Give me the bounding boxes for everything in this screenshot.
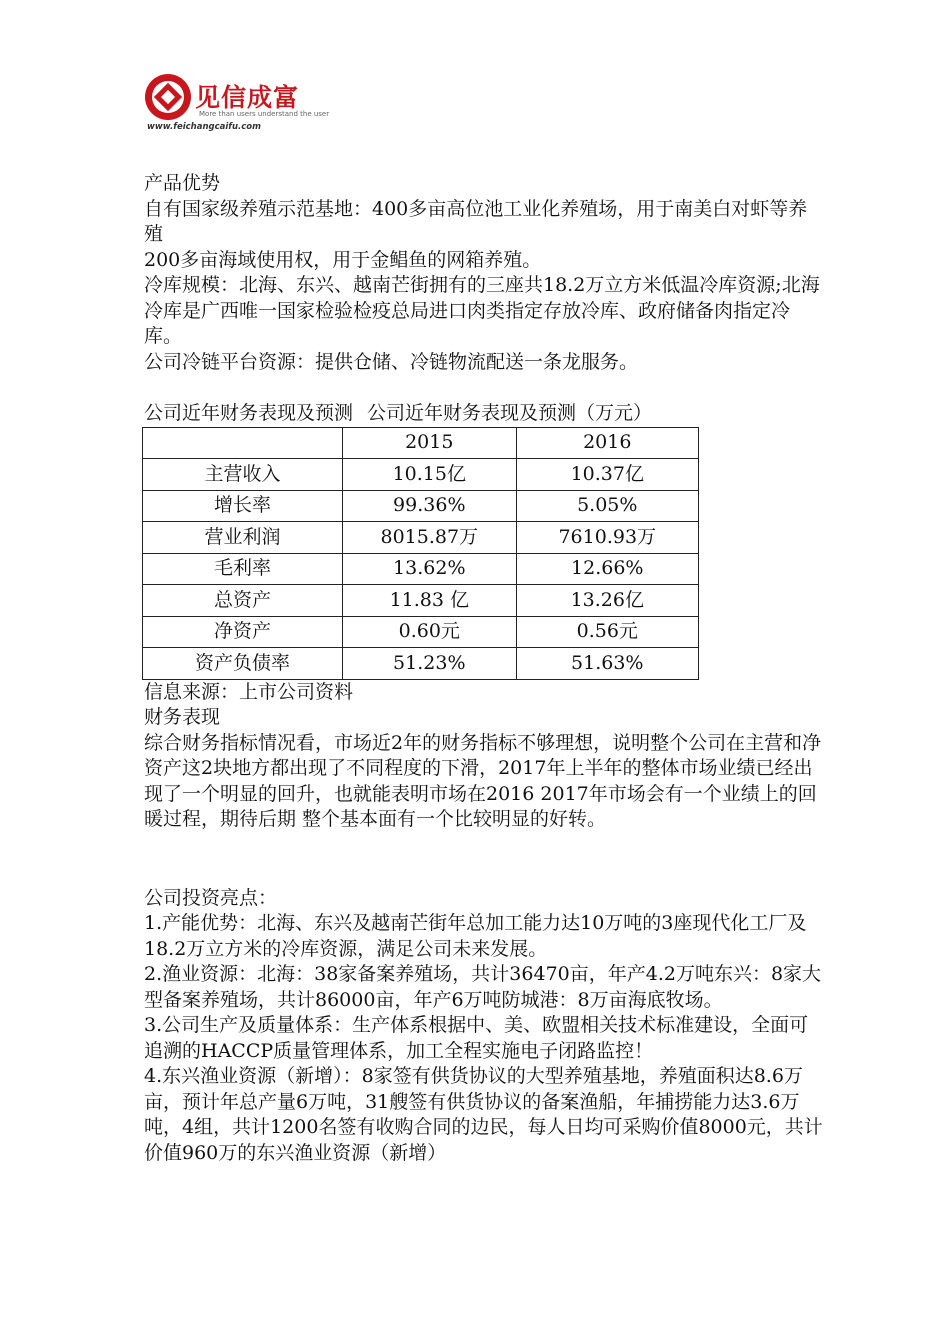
table-header-cell: 2016 [516, 427, 698, 459]
table-source: 信息来源：上市公司资料 [144, 680, 354, 703]
table-row [143, 648, 699, 680]
finance-paragraph: 综合财务指标情况看，市场近2年的财务指标不够理想，说明整个公司在主营和净资产这2块地方都出现了不同程度的下滑，2017年上半年的整体市场业绩已经出现了一个明显的回升，也就能表明市场在2016 2017年市场会有一个业绩上的回暖过程，期待后期 整个基本面有一个比较明显的好转。 [144, 731, 822, 830]
table-row [143, 490, 699, 522]
table-cell: 毛利率 [143, 553, 343, 585]
table-cell: 0.56元 [516, 616, 698, 648]
table-cell: 51.63% [516, 648, 698, 680]
section-heading-highlights: 公司投资亮点： [144, 886, 278, 909]
table-header-row [143, 427, 699, 459]
table-cell: 营业利润 [143, 522, 343, 554]
table-header-cell [143, 427, 343, 459]
advantage-line: 公司冷链平台资源：提供仓储、冷链物流配送一条龙服务。 [144, 350, 639, 373]
table-cell: 7610.93万 [516, 522, 698, 554]
table-cell: 5.05% [516, 490, 698, 522]
brand-logo [143, 72, 330, 134]
logo-url: www.feichangcaifu.com [147, 122, 261, 132]
table-caption [144, 401, 824, 427]
section-heading-finance: 财务表现 [144, 706, 221, 728]
table-cell: 11.83 亿 [343, 585, 517, 617]
table-cell: 10.15亿 [343, 459, 517, 491]
table-row [143, 616, 699, 648]
table-header-cell: 2015 [343, 427, 517, 459]
highlight-item: 4.东兴渔业资源（新增）：8家签有供货协议的大型养殖基地，养殖面积达8.6万亩，预计年总产量6万吨，31艘签有供货协议的备案渔船，年捕捞能力达3.6万吨，4组，共计1200名签有收购合同的边民，每人日均可采购价值8000元，共计价值960万的东兴渔业资源（新增） [144, 1065, 823, 1164]
section-heading-advantages: 产品优势 [144, 172, 221, 194]
document-body [144, 171, 824, 1166]
table-row [143, 585, 699, 617]
spacer [144, 833, 824, 886]
advantage-line: 200多亩海域使用权，用于金鲳鱼的网箱养殖。 [144, 248, 542, 271]
table-cell: 13.26亿 [516, 585, 698, 617]
table-caption-right: 公司近年财务表现及预测（万元） [367, 402, 653, 424]
table-cell: 51.23% [343, 648, 517, 680]
table-row [143, 553, 699, 585]
advantage-line: 自有国家级养殖示范基地：400多亩高位池工业化养殖场，用于南美白对虾等养殖 [144, 197, 808, 245]
logo-emblem-icon [143, 72, 193, 122]
table-row [143, 522, 699, 554]
spacer [144, 375, 824, 401]
advantage-line: 冷库规模：北海、东兴、越南芒街拥有的三座共18.2万立方米低温冷库资源;北海冷库是广西唯一国家检验检疫总局进口肉类指定存放冷库、政府储备肉指定冷库。 [144, 274, 820, 347]
highlight-item: 3.公司生产及质量体系：生产体系根据中、美、欧盟相关技术标准建设，全面可追溯的HACCP质量管理体系，加工全程实施电子闭路监控！ [144, 1014, 809, 1062]
table-cell: 资产负债率 [143, 648, 343, 680]
financial-table [142, 427, 699, 680]
table-cell: 8015.87万 [343, 522, 517, 554]
table-cell: 主营收入 [143, 459, 343, 491]
table-cell: 13.62% [343, 553, 517, 585]
table-cell: 净资产 [143, 616, 343, 648]
table-cell: 0.60元 [343, 616, 517, 648]
logo-name: 见信成富 [195, 83, 300, 112]
table-cell: 增长率 [143, 490, 343, 522]
table-cell: 12.66% [516, 553, 698, 585]
logo-tagline: More than users understand the user [199, 110, 330, 118]
table-caption-left: 公司近年财务表现及预测 [144, 402, 354, 424]
table-row [143, 459, 699, 491]
highlight-item: 2.渔业资源：北海：38家备案养殖场，共计36470亩，年产4.2万吨东兴：8家大型备案养殖场，共计86000亩，年产6万吨防城港：8万亩海底牧场。 [144, 963, 822, 1011]
table-cell: 10.37亿 [516, 459, 698, 491]
table-cell: 99.36% [343, 490, 517, 522]
table-cell: 总资产 [143, 585, 343, 617]
highlight-item: 1.产能优势：北海、东兴及越南芒街年总加工能力达10万吨的3座现代化工厂及18.2万立方米的冷库资源，满足公司未来发展。 [144, 912, 807, 960]
